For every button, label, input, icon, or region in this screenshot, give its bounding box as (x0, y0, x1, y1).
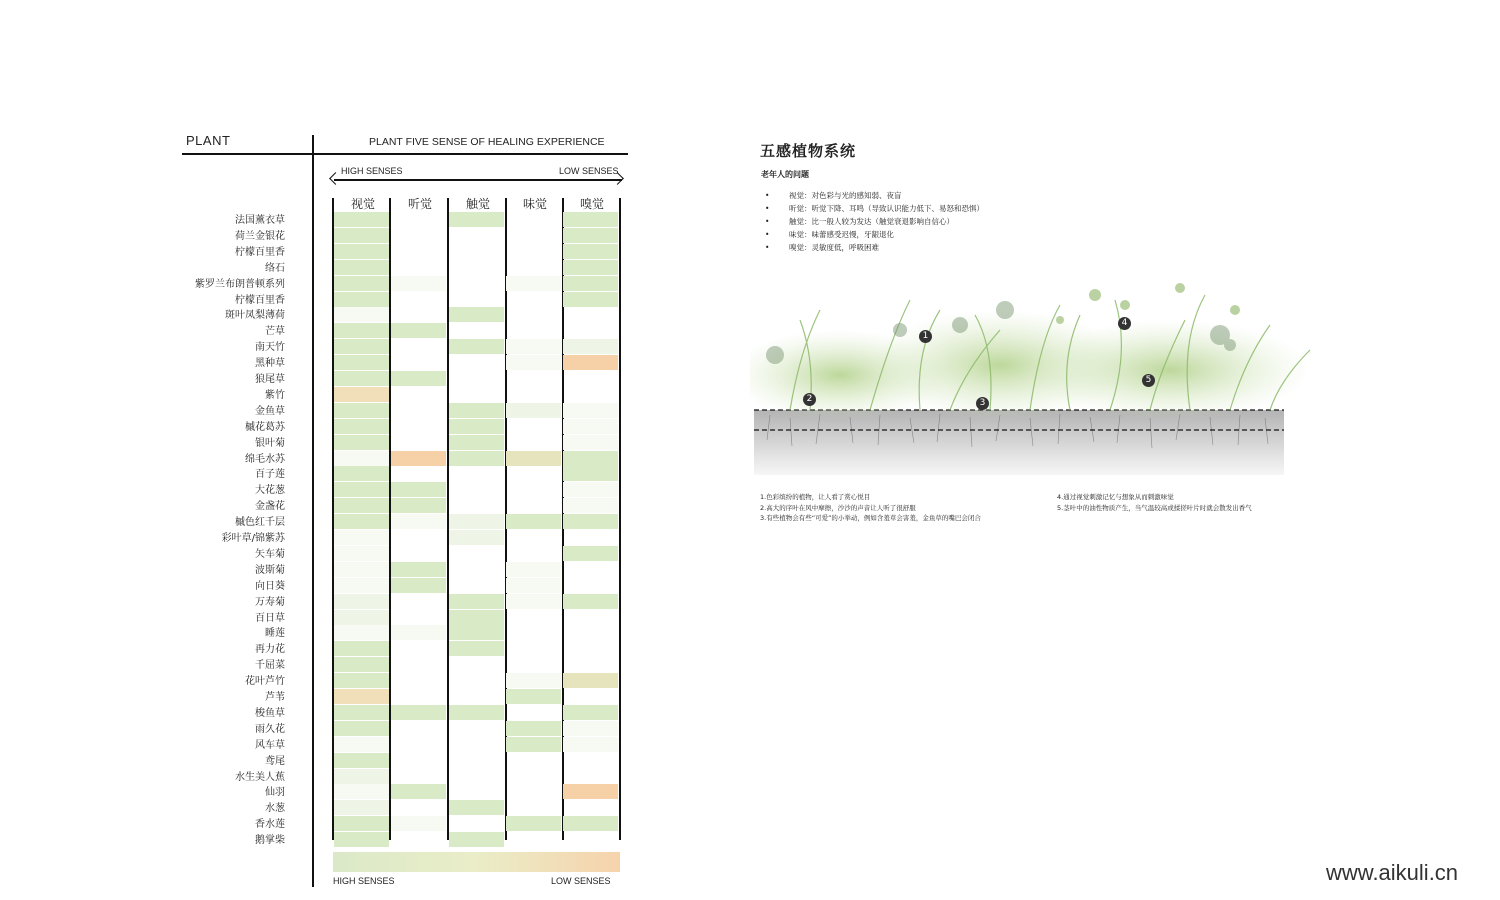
plant-name: 万寿菊 (255, 596, 285, 608)
sense-cell (334, 260, 389, 275)
plant-name: 鹅掌柴 (255, 835, 285, 847)
plant-name: 花叶芦竹 (245, 676, 285, 688)
plant-name: 再力花 (255, 644, 285, 656)
sense-cell (506, 721, 561, 736)
sense-cell (334, 212, 389, 227)
number-badge: 5 (1142, 374, 1155, 387)
plant-name: 仙羽 (265, 787, 285, 799)
bullet-icon: • (765, 243, 770, 252)
sense-cell (334, 641, 389, 656)
note-item: 2.高大的序叶在风中摩擦，沙沙的声音让人听了很舒服 (760, 503, 916, 512)
sense-cell (391, 276, 446, 291)
legend-low-label: LOW SENSES (551, 876, 611, 886)
problem-text: 视觉：对色彩与光的感知弱、夜盲 (789, 191, 902, 200)
plant-name: 睡莲 (265, 628, 285, 640)
plant-name: 千屈菜 (255, 660, 285, 672)
sense-cell (334, 816, 389, 831)
column-header: 味觉 (522, 197, 547, 211)
plant-name: 南天竹 (255, 342, 285, 354)
column-header: 听觉 (407, 197, 432, 211)
number-badge: 2 (803, 393, 816, 406)
problem-item (765, 190, 902, 201)
plant-name: 雨久花 (255, 723, 285, 735)
sense-cell (506, 514, 561, 529)
sense-cell (506, 737, 561, 752)
problem-item (765, 203, 984, 214)
sense-cell (563, 276, 618, 291)
plant-name: 金鱼草 (255, 405, 285, 417)
plant-name: 梭鱼草 (255, 707, 285, 719)
sense-cell (334, 832, 389, 847)
sense-cell (563, 435, 618, 450)
sense-cell (563, 419, 618, 434)
sense-cell (506, 276, 561, 291)
sense-cell (334, 737, 389, 752)
note-item: 5.茎叶中的油性物质产生，当气温较高或揉搓叶片时就会散发出香气 (1057, 503, 1252, 512)
plant-name: 荷兰金银花 (235, 230, 285, 242)
plant-name: 波斯菊 (255, 564, 285, 576)
sense-cell (449, 212, 504, 227)
plant-name: 黑种草 (255, 358, 285, 370)
sense-cell (391, 578, 446, 593)
plant-name: 狼尾草 (255, 374, 285, 385)
high-senses-label: HIGH SENSES (341, 166, 403, 176)
sense-cell (506, 562, 561, 577)
sense-cell (334, 339, 389, 354)
sense-cell (563, 244, 618, 259)
sense-cell (334, 292, 389, 307)
number-badge: 1 (919, 330, 932, 343)
sense-cell (334, 419, 389, 434)
column-header: 视觉 (350, 197, 375, 211)
note-item: 4.通过视觉刺激记忆与想象从而刺激味觉 (1057, 493, 1174, 501)
sense-cell (334, 610, 389, 625)
problem-text: 触觉：比一般人较为发达（触觉衰退影响自信心） (789, 217, 954, 226)
column-header: 触觉 (465, 197, 490, 211)
column-divider (312, 135, 314, 887)
sense-cell (449, 419, 504, 434)
sense-cell (391, 371, 446, 386)
plant-name: 法国薰衣草 (235, 215, 285, 226)
sense-cell (563, 228, 618, 243)
plant-name: 风车草 (255, 739, 285, 751)
sense-cell (334, 244, 389, 259)
sense-cell (449, 530, 504, 545)
watermark: www.aikuli.cn (1326, 860, 1459, 885)
sense-cell (449, 800, 504, 815)
sense-cell (563, 546, 618, 561)
sense-cell (506, 578, 561, 593)
sense-cell (334, 466, 389, 481)
sense-cell (449, 403, 504, 418)
plant-name: 百日草 (255, 612, 285, 624)
sense-cell (506, 673, 561, 688)
plant-name: 矢车菊 (255, 548, 285, 560)
note-item: 1.色彩缤纷的植物，让人看了赏心悦目 (760, 493, 871, 501)
sense-cell (506, 451, 561, 466)
sense-cell (563, 212, 618, 227)
sense-cell (563, 705, 618, 720)
sense-cell (563, 816, 618, 831)
sense-cell (334, 562, 389, 577)
plant-name: 百子莲 (255, 469, 285, 481)
problem-text: 味觉：味蕾感受迟慢，牙龈退化 (789, 230, 894, 239)
column-separator (619, 198, 621, 840)
sense-cell (334, 594, 389, 609)
sense-cell (334, 276, 389, 291)
plant-name: 水葱 (265, 803, 285, 815)
sense-cell (449, 514, 504, 529)
sense-cell (334, 387, 389, 402)
sense-cell (563, 451, 618, 466)
sense-cell (449, 610, 504, 625)
sense-cell (334, 800, 389, 815)
plant-name: 柠檬百里香 (235, 246, 285, 258)
sense-cell (449, 594, 504, 609)
sense-cell (563, 482, 618, 497)
experience-header: PLANT FIVE SENSE OF HEALING EXPERIENCE (369, 136, 605, 148)
column-header: 嗅觉 (579, 197, 604, 211)
sense-cell (506, 339, 561, 354)
sense-cell (506, 403, 561, 418)
plant-name: 络石 (265, 262, 285, 274)
sense-cell (334, 673, 389, 688)
plant-name: 芦苇 (265, 692, 285, 703)
sense-cell (563, 498, 618, 513)
sense-cell (391, 705, 446, 720)
sense-cell (391, 451, 446, 466)
note-item: 3.有些植物会有些“可爱”的小举动，例如含羞草会害羞，金鱼草的嘴巴会闭合 (760, 514, 981, 522)
sense-cell (334, 403, 389, 418)
sense-cell (563, 673, 618, 688)
sense-cell (506, 689, 561, 704)
problem-item (765, 242, 879, 253)
plant-name: 香水莲 (255, 819, 285, 831)
plant-illustration (750, 280, 1330, 480)
sense-cell (334, 307, 389, 322)
plant-name: 绵毛水苏 (245, 453, 285, 465)
sense-cell (449, 641, 504, 656)
sense-cell (334, 228, 389, 243)
sense-cell (334, 625, 389, 640)
bullet-icon: • (765, 230, 770, 239)
plant-name: 金盏花 (255, 501, 285, 513)
plant-name: 紫罗兰布朗普顿系列 (195, 278, 285, 290)
sense-cell (391, 816, 446, 831)
sense-cell (334, 482, 389, 497)
sense-cell (334, 323, 389, 338)
sense-cell (334, 769, 389, 784)
plant-name: 彩叶草/锦紫苏 (221, 533, 285, 544)
sense-cell (334, 705, 389, 720)
sense-cell (334, 451, 389, 466)
plant-name: 银叶菊 (255, 437, 285, 449)
sense-cell (334, 355, 389, 370)
sense-cell (391, 625, 446, 640)
number-badge: 4 (1118, 317, 1131, 330)
sense-cell (506, 355, 561, 370)
sense-cell (449, 339, 504, 354)
arrow-left-icon (329, 172, 342, 185)
system-subtitle: 老年人的问题 (761, 170, 809, 179)
sense-cell (334, 721, 389, 736)
sense-cell (563, 737, 618, 752)
sense-cell (391, 482, 446, 497)
sense-cell (334, 498, 389, 513)
sense-cell (334, 753, 389, 768)
plant-name: 槭色红千层 (235, 517, 285, 529)
sense-cell (334, 784, 389, 799)
problem-text: 听觉：听觉下降、耳鸣（导致认识能力低下、易怒和恐惧） (789, 204, 984, 213)
sense-cell (449, 832, 504, 847)
sense-cell (334, 689, 389, 704)
legend-high-label: HIGH SENSES (333, 876, 395, 886)
sense-cell (334, 371, 389, 386)
problem-text: 嗅觉：灵敏度低，呼吸困难 (789, 243, 879, 252)
sense-cell (563, 339, 618, 354)
sense-cell (563, 466, 618, 481)
sense-cell (391, 514, 446, 529)
senses-arrow (334, 179, 622, 181)
problem-item (765, 229, 894, 240)
plant-name: 柠檬百里香 (235, 294, 285, 306)
sense-cell (334, 514, 389, 529)
legend-gradient-bar (333, 852, 620, 872)
sense-cell (563, 514, 618, 529)
sense-cell (391, 562, 446, 577)
bullet-icon: • (765, 217, 770, 226)
sense-cell (563, 721, 618, 736)
sense-cell (563, 355, 618, 370)
plant-name: 水生美人蕉 (235, 771, 285, 783)
sense-cell (449, 705, 504, 720)
sense-cell (563, 403, 618, 418)
sense-cell (449, 435, 504, 450)
sense-cell (563, 292, 618, 307)
problem-item (765, 216, 954, 227)
sense-cell (449, 307, 504, 322)
sense-cell (334, 657, 389, 672)
sense-cell (449, 625, 504, 640)
low-senses-label: LOW SENSES (559, 166, 619, 176)
plant-name: 向日葵 (255, 580, 285, 592)
sense-cell (563, 784, 618, 799)
plant-header: PLANT (186, 133, 231, 148)
number-badge: 3 (976, 397, 989, 410)
plant-name: 大花葱 (255, 485, 285, 497)
sense-cell (334, 435, 389, 450)
bullet-icon: • (765, 204, 770, 213)
sense-cell (334, 546, 389, 561)
sense-cell (506, 816, 561, 831)
bullet-icon: • (765, 191, 770, 200)
sense-cell (563, 594, 618, 609)
sense-cell (334, 578, 389, 593)
header-divider (182, 153, 628, 155)
plant-name: 斑叶凤梨薄荷 (225, 310, 285, 322)
plant-name: 鸢尾 (265, 755, 285, 767)
sense-cell (334, 530, 389, 545)
sense-cell (391, 323, 446, 338)
sense-cell (563, 260, 618, 275)
plant-name: 槭花葛苏 (245, 421, 285, 433)
plant-name: 紫竹 (265, 389, 285, 401)
sense-cell (391, 784, 446, 799)
plant-name: 芒草 (265, 326, 285, 338)
sense-cell (506, 594, 561, 609)
sense-cell (449, 451, 504, 466)
sense-cell (391, 498, 446, 513)
system-title: 五感植物系统 (760, 142, 857, 160)
